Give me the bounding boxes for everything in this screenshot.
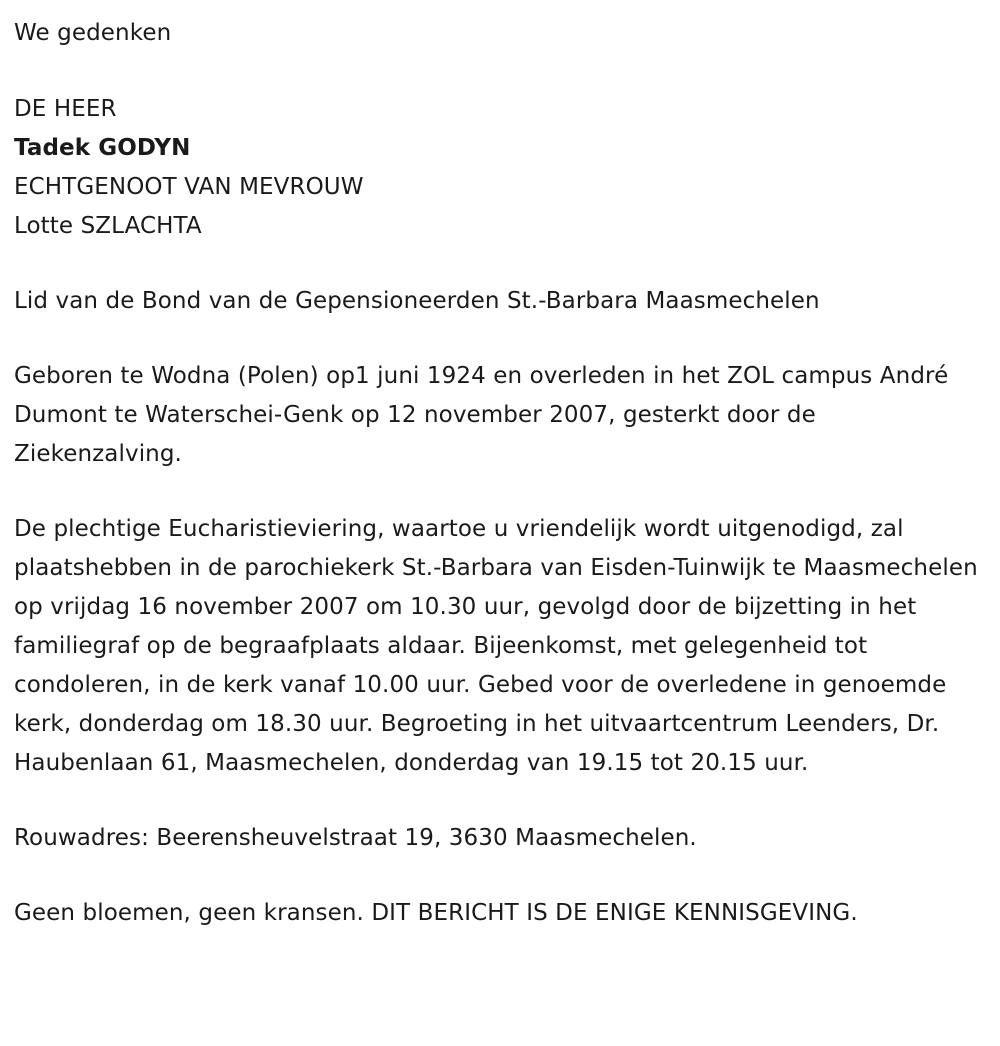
- spacer: [14, 53, 986, 90]
- spacer: [14, 783, 986, 819]
- notice-line: Geen bloemen, geen kransen. DIT BERICHT IS DE ENIGE KENNISGEVING.: [14, 900, 858, 926]
- deceased-name: Tadek GODYN: [14, 135, 191, 161]
- spacer: [14, 246, 986, 282]
- membership-line: Lid van de Bond van de Gepensioneerden St.-Barbara Maasmechelen: [14, 288, 820, 314]
- spouse-name: Lotte SZLACHTA: [14, 213, 202, 239]
- honorific-line: DE HEER: [14, 96, 117, 122]
- birth-death-paragraph: Geboren te Wodna (Polen) op1 juni 1924 en overleden in het ZOL campus André Dumont te Waterschei-Genk op 12 november 2007, gesterkt door de Ziekenzalving.: [14, 363, 949, 467]
- spacer: [14, 474, 986, 510]
- mourning-address-line: Rouwadres: Beerensheuvelstraat 19, 3630 Maasmechelen.: [14, 825, 697, 851]
- spacer: [14, 858, 986, 894]
- ceremony-paragraph: De plechtige Eucharistieviering, waartoe u vriendelijk wordt uitgenodigd, zal plaatshebben in de parochiekerk St.-Barbara van Eisden-Tuinwijk te Maasmechelen op vrijdag 16 november 2007 om 10.30 uur, gevolgd door de bijzetting in het familiegraf op de begraafplaats aldaar. Bijeenkomst, met gelegenheid tot condoleren, in de kerk vanaf 10.00 uur. Gebed voor de overledene in genoemde kerk, donderdag om 18.30 uur. Begroeting in het uitvaartcentrum Leenders, Dr. Haubenlaan 61, Maasmechelen, donderdag van 19.15 tot 20.15 uur.: [14, 516, 978, 776]
- spacer: [14, 321, 986, 357]
- intro-line: We gedenken: [14, 20, 172, 46]
- relation-line: ECHTGENOOT VAN MEVROUW: [14, 174, 364, 200]
